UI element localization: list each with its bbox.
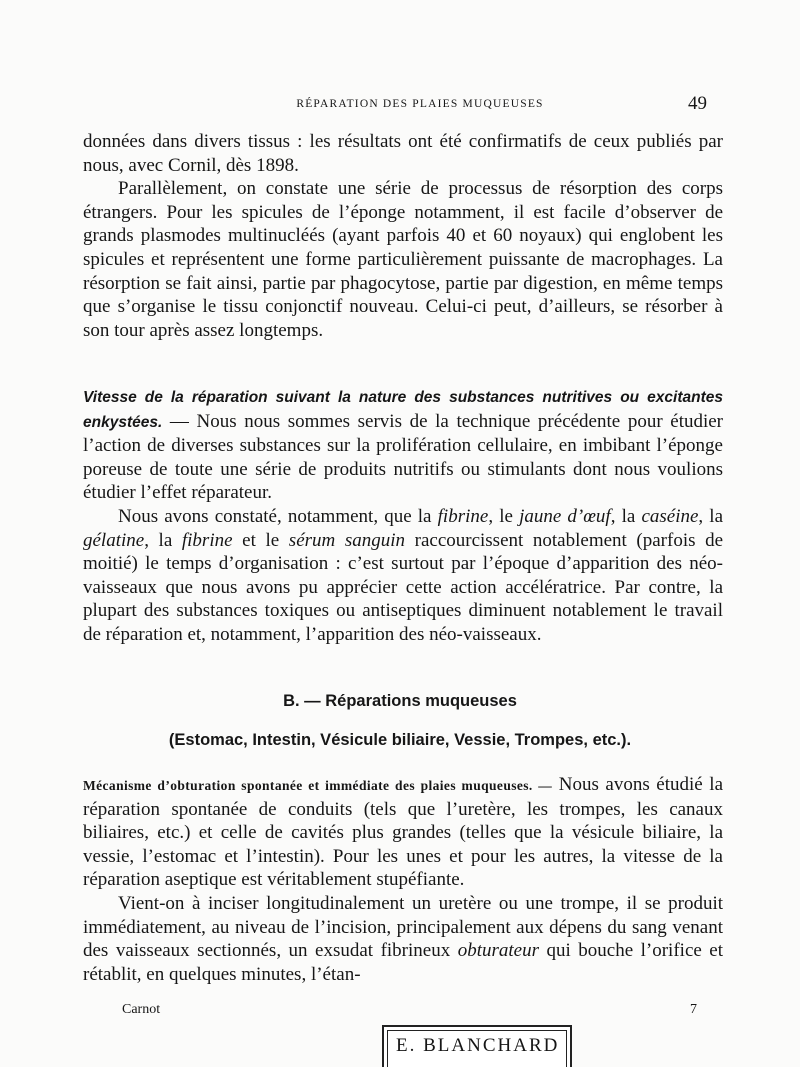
- running-head: [0, 93, 800, 120]
- paragraph-4: Nous avons constaté, notamment, que la fibrine, le jaune d’œuf, la caséine, la gélatine, la fibrine et le sérum sanguin raccourcissent notablement (parfois de moitié) le temps d’organisation : c’est surtout par l’époque d’apparition des néo-vaisseaux que nous avons pu apprécier cette action accélératrice. Par contre, la plupart des substances toxiques ou antiseptiques diminuent notablement le travail de réparation et, notamment, l’apparition des néo-vaisseaux.: [83, 505, 724, 645]
- footer-signature: Carnot: [122, 1002, 161, 1017]
- library-stamp-text: E. BLANCHARD: [387, 1030, 567, 1067]
- section-subtitle: (Estomac, Intestin, Vésicule biliaire, Vessie, Trompes, etc.).: [168, 731, 632, 749]
- section-title: B. — Réparations muqueuses: [283, 692, 517, 710]
- italic-term: fibrine: [181, 529, 233, 551]
- italic-term: obturateur: [457, 940, 539, 962]
- footer-sheet-number: 7: [690, 1002, 697, 1017]
- paragraph-5: [83, 773, 723, 892]
- paragraph-3-text: — Nous nous sommes servis de la technique précédente pour étudier l’action de diverses substances sur la prolifération cellulaire, en imbibant l’éponge poreuse de toute une série de produits nutritifs ou stimulants dont nous voulions étudier l’effet réparateur.: [83, 410, 724, 504]
- library-stamp: [382, 1025, 572, 1067]
- italic-term: caséine: [641, 505, 699, 527]
- running-head-title: RÉPARATION DES PLAIES MUQUEUSES: [296, 98, 544, 110]
- paragraph-3: [83, 385, 723, 505]
- paragraph-subtitle: Vitesse de la réparation suivant la nature des substances nutritives ou excitantes enkystées.: [83, 389, 723, 431]
- italic-term: fibrine: [437, 505, 489, 527]
- text-block-2: [83, 385, 723, 647]
- paragraph-1: données dans divers tissus : les résultats ont été confirmatifs de ceux publiés par nous, avec Cornil, dès 1898.: [83, 131, 723, 176]
- italic-term: gélatine: [83, 529, 145, 551]
- text-block-3: [83, 773, 723, 986]
- page-number: 49: [688, 93, 707, 114]
- italic-term: jaune d’œuf: [519, 505, 611, 527]
- italic-term: sérum sanguin: [288, 529, 406, 551]
- paragraph-5-text: Nous avons étudié la réparation spontanée de conduits (tels que l’uretère, les trompes, les canaux biliaires, etc.) et celle de cavités plus grandes (telles que la vésicule biliaire, la vessie, l’estomac et l’intestin). Pour les unes et pour les autres, la vitesse de la réparation aseptique est véritablement stupéfiante.: [83, 774, 724, 891]
- paragraph-6: Vient-on à inciser longitudinalement un uretère ou une trompe, il se produit immédiatement, au niveau de l’incision, principalement aux dépens du sang venant des vaisseaux sectionnés, un exsudat fibrineux obturateur qui bouche l’orifice et rétablit, en quelques minutes, l’étan-: [83, 892, 724, 985]
- text-block-1: [83, 130, 723, 342]
- run-in-heading: Mécanisme d’obturation spontanée et immédiate des plaies muqueuses. —: [83, 778, 553, 793]
- paragraph-2: Parallèlement, on constate une série de processus de résorption des corps étrangers. Pour les spicules de l’éponge notamment, il est facile d’observer de grands plasmodes multinucléés (ayant parfois 40 et 60 noyaux) qui englobent les spicules et représentent une forme particulièrement puissante de macrophages. La résorption se fait ainsi, partie par phagocytose, partie par digestion, en même temps que s’organise le tissu conjonctif nouveau. Celui-ci peut, d’ailleurs, se résorber à son tour après assez longtemps.: [83, 178, 723, 341]
